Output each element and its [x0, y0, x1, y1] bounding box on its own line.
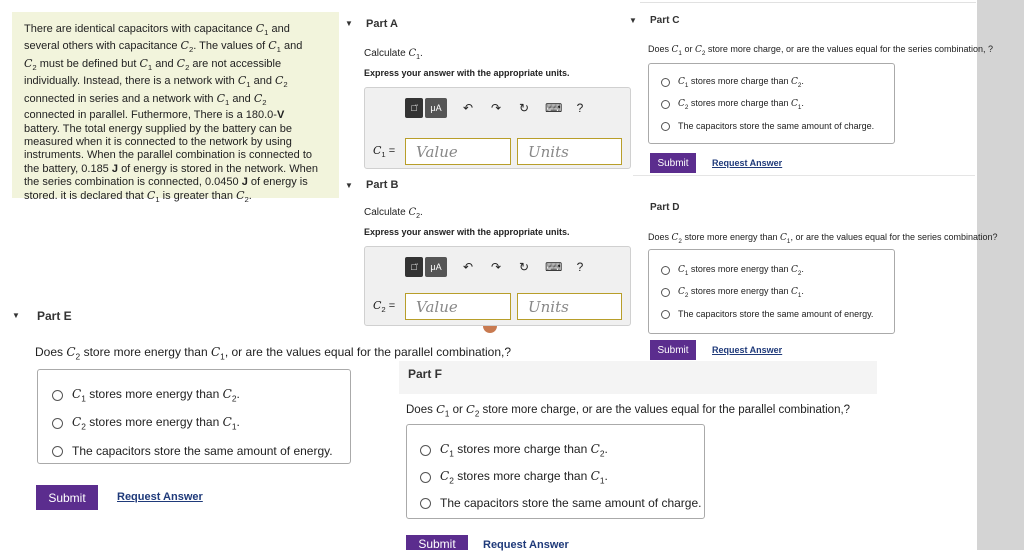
reset-icon[interactable]: ↻ — [518, 101, 530, 115]
choice-option[interactable]: The capacitors store the same amount of charge. — [420, 496, 701, 510]
request-answer-link[interactable]: Request Answer — [117, 491, 203, 503]
part-f-title: Part F — [408, 367, 443, 381]
choice-option[interactable]: The capacitors store the same amount of energy. — [661, 309, 873, 319]
collapse-icon[interactable]: ▼ — [12, 311, 20, 320]
part-b-instruction: Express your answer with the appropriate units. — [364, 227, 570, 237]
request-answer-link[interactable]: Request Answer — [712, 158, 783, 168]
part-f-choices — [406, 424, 705, 519]
reset-icon[interactable]: ↻ — [518, 260, 530, 274]
math-toolbar — [405, 98, 587, 118]
part-d-title: Part D — [650, 202, 680, 213]
choice-option[interactable]: $C_2$ stores more charge than $C_1$. — [420, 469, 608, 485]
part-b-prompt: Calculate $C_2$. — [364, 207, 423, 220]
templates-button[interactable]: □̈ — [405, 98, 423, 118]
part-e-question: Does $C_2$ store more energy than $C_1$, or are the values equal for the parallel combination,? — [35, 345, 512, 362]
part-f-question: Does $C_1$ or $C_2$ store more charge, or are the values equal for the parallel combination,? — [406, 402, 851, 419]
part-b-title: Part B — [366, 179, 399, 191]
part-e-title: Part E — [37, 309, 72, 323]
units-input[interactable]: Units — [517, 138, 622, 165]
part-b-answer-area — [364, 246, 631, 326]
radio-button[interactable] — [661, 78, 670, 87]
radio-button[interactable] — [52, 390, 63, 401]
answer-label: $C_1$ = — [373, 143, 396, 160]
scrollbar-track[interactable] — [977, 0, 1024, 550]
math-toolbar — [405, 257, 587, 277]
templates-button[interactable]: □̈ — [405, 257, 423, 277]
choice-option[interactable]: $C_2$ stores more charge than $C_1$. — [661, 98, 804, 111]
redo-icon[interactable]: ↷ — [490, 260, 502, 274]
value-input[interactable]: Value — [405, 138, 511, 165]
part-c-question: Does $C_1$ or $C_2$ store more charge, or are the values equal for the series combination, ? — [648, 44, 994, 57]
choice-option[interactable]: $C_2$ stores more energy than $C_1$. — [52, 415, 240, 431]
part-a-prompt: Calculate $C_1$. — [364, 48, 423, 61]
radio-button[interactable] — [661, 100, 670, 109]
choice-option[interactable]: The capacitors store the same amount of charge. — [661, 121, 874, 131]
undo-icon[interactable]: ↶ — [462, 260, 474, 274]
part-c-title: Part C — [650, 15, 680, 26]
request-answer-link[interactable]: Request Answer — [712, 345, 783, 355]
part-f-header-bar — [399, 361, 877, 394]
collapse-icon[interactable]: ▼ — [345, 19, 353, 28]
radio-button[interactable] — [661, 122, 670, 131]
part-a-title: Part A — [366, 18, 398, 30]
indicator-dot — [483, 326, 497, 333]
choice-option[interactable]: $C_1$ stores more energy than $C_2$. — [661, 264, 804, 277]
mu-units-button[interactable]: μA — [425, 98, 447, 118]
radio-button[interactable] — [420, 498, 431, 509]
submit-button[interactable]: Submit — [406, 535, 468, 550]
divider — [633, 175, 975, 176]
value-input[interactable]: Value — [405, 293, 511, 320]
submit-button[interactable]: Submit — [36, 485, 98, 510]
radio-button[interactable] — [661, 266, 670, 275]
submit-button[interactable]: Submit — [650, 340, 696, 360]
help-icon[interactable]: ? — [576, 101, 584, 115]
choice-option[interactable]: $C_1$ stores more charge than $C_2$. — [661, 76, 804, 89]
radio-button[interactable] — [52, 418, 63, 429]
part-c-choices — [648, 63, 895, 144]
choice-option[interactable]: The capacitors store the same amount of energy. — [52, 444, 333, 458]
radio-button[interactable] — [52, 446, 63, 457]
mu-units-button[interactable]: μA — [425, 257, 447, 277]
problem-statement: There are identical capacitors with capacitance $C_1$ and several others with capacitance $C_2$. The values of $C_1$ and $C_2$ must be defined but $C_1$ and $C_2$ are not accessible individually. Instead, there is a network with $C_1$ and $C_2$ connected in series and a network with $C_1$ and $C_2$ connected in parallel. Futhermore, There is a 180.0-V battery. The total energy supplied by the battery can be measured when it is connected to the network by using instruments. When the parallel combination is connected to the battery, 0.185 J of energy is stored in the network. When the series combination is connected, 0.0450 J of energy is stored. it is declared that $C_1$ is greater than $C_2$. — [12, 12, 339, 198]
answer-label: $C_2$ = — [373, 298, 396, 315]
part-a-answer-area — [364, 87, 631, 169]
radio-button[interactable] — [661, 288, 670, 297]
collapse-icon[interactable]: ▼ — [345, 181, 353, 190]
keyboard-icon[interactable]: ⌨ — [545, 101, 563, 115]
request-answer-link[interactable]: Request Answer — [483, 539, 569, 551]
choice-option[interactable]: $C_2$ stores more energy than $C_1$. — [661, 286, 804, 299]
radio-button[interactable] — [420, 445, 431, 456]
units-input[interactable]: Units — [517, 293, 622, 320]
redo-icon[interactable]: ↷ — [490, 101, 502, 115]
submit-button[interactable]: Submit — [650, 153, 696, 173]
help-icon[interactable]: ? — [576, 260, 584, 274]
part-d-question: Does $C_2$ store more energy than $C_1$, or are the values equal for the series combination? — [648, 232, 998, 245]
undo-icon[interactable]: ↶ — [462, 101, 474, 115]
radio-button[interactable] — [661, 310, 670, 319]
choice-option[interactable]: $C_1$ stores more charge than $C_2$. — [420, 442, 608, 458]
keyboard-icon[interactable]: ⌨ — [545, 260, 563, 274]
collapse-icon[interactable]: ▼ — [629, 16, 637, 25]
divider — [640, 2, 976, 3]
choice-option[interactable]: $C_1$ stores more energy than $C_2$. — [52, 387, 240, 403]
part-e-choices — [37, 369, 351, 464]
part-d-choices — [648, 249, 895, 334]
part-a-instruction: Express your answer with the appropriate units. — [364, 68, 570, 78]
radio-button[interactable] — [420, 472, 431, 483]
